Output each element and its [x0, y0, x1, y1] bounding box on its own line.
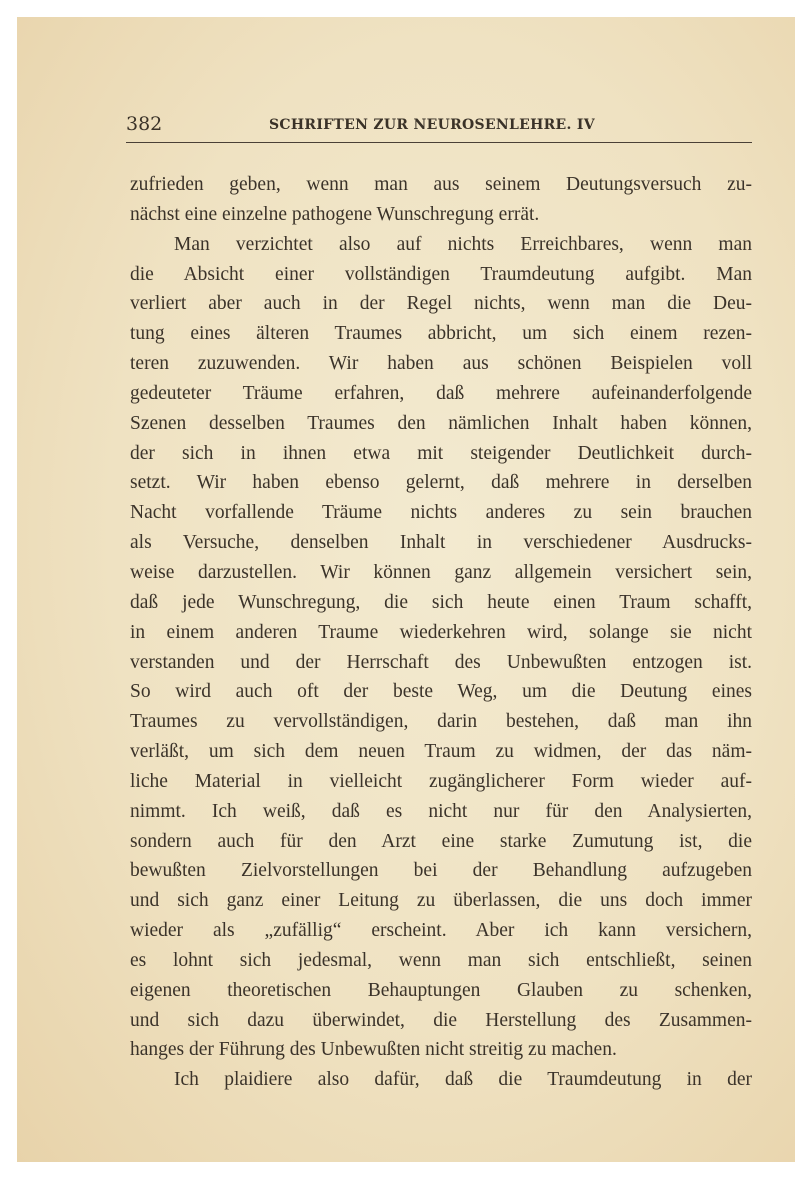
text-line: zufrieden geben, wenn man aus seinem Deutungsversuch zu- [130, 174, 752, 195]
text-line: bewußten Zielvorstellungen bei der Behandlung aufzugeben [130, 860, 752, 882]
text-line: Traumes zu vervollständigen, darin bestehen, daß man ihn [130, 711, 752, 733]
text-line: in einem anderen Traume wiederkehren wird, solange sie nicht [130, 621, 752, 643]
page-number: 382 [126, 113, 163, 135]
text-line: sondern auch für den Arzt eine starke Zumutung ist, die [130, 830, 752, 852]
text-line: teren zuzuwenden. Wir haben aus schönen Beispielen voll [130, 353, 752, 375]
running-header [126, 113, 752, 139]
text-line: verläßt, um sich dem neuen Traum zu widmen, der das näm- [130, 741, 752, 763]
text-line: hanges der Führung des Unbewußten nicht streitig zu machen. [130, 1039, 617, 1061]
header-rule [126, 142, 752, 143]
text-line: und sich dazu überwindet, die Herstellung des Zusammen- [130, 1009, 752, 1031]
text-line: Nacht vorfallende Träume nichts anderes zu sein brauchen [130, 502, 752, 524]
body-text [130, 170, 752, 1095]
text-line: nimmt. Ich weiß, daß es nicht nur für den Analysierten, [130, 800, 752, 822]
text-line: gedeuteter Träume erfahren, daß mehrere aufeinanderfolgende [130, 382, 752, 404]
text-line: setzt. Wir haben ebenso gelernt, daß mehrere in derselben [130, 472, 752, 494]
text-line: daß jede Wunschregung, die sich heute einen Traum schafft, [130, 591, 752, 613]
text-line: die Absicht einer vollständigen Traumdeutung aufgibt. Man [130, 263, 752, 285]
text-line: es lohnt sich jedesmal, wenn man sich entschließt, seinen [130, 949, 752, 971]
text-line: So wird auch oft der beste Weg, um die Deutung eines [130, 681, 752, 703]
text-line: Ich plaidiere also dafür, daß die Traumdeutung in der [174, 1069, 752, 1091]
text-line: weise darzustellen. Wir können ganz allgemein versichert sein, [130, 561, 752, 583]
text-line: als Versuche, denselben Inhalt in verschiedener Ausdrucks- [130, 532, 752, 554]
text-line: verstanden und der Herrschaft des Unbewußten entzogen ist. [130, 651, 752, 673]
text-line: verliert aber auch in der Regel nichts, wenn man die Deu- [130, 293, 752, 315]
text-line: eigenen theoretischen Behauptungen Glauben zu schenken, [130, 979, 752, 1001]
text-line: Szenen desselben Traumes den nämlichen Inhalt haben können, [130, 412, 752, 434]
running-title: SCHRIFTEN ZUR NEUROSENLEHRE. IV [269, 117, 595, 133]
text-line: liche Material in vielleicht zugänglicherer Form wieder auf- [130, 770, 752, 792]
text-line: Man verzichtet also auf nichts Erreichbares, wenn man [174, 233, 752, 255]
text-line: und sich ganz einer Leitung zu überlassen, die uns doch immer [130, 890, 752, 912]
text-line: tung eines älteren Traumes abbricht, um sich einem rezen- [130, 323, 752, 345]
text-line: der sich in ihnen etwa mit steigender Deutlichkeit durch- [130, 442, 752, 464]
text-line: nächst eine einzelne pathogene Wunschregung errät. [130, 203, 540, 225]
text-line: wieder als „zufällig“ erscheint. Aber ich kann versichern, [130, 920, 752, 942]
